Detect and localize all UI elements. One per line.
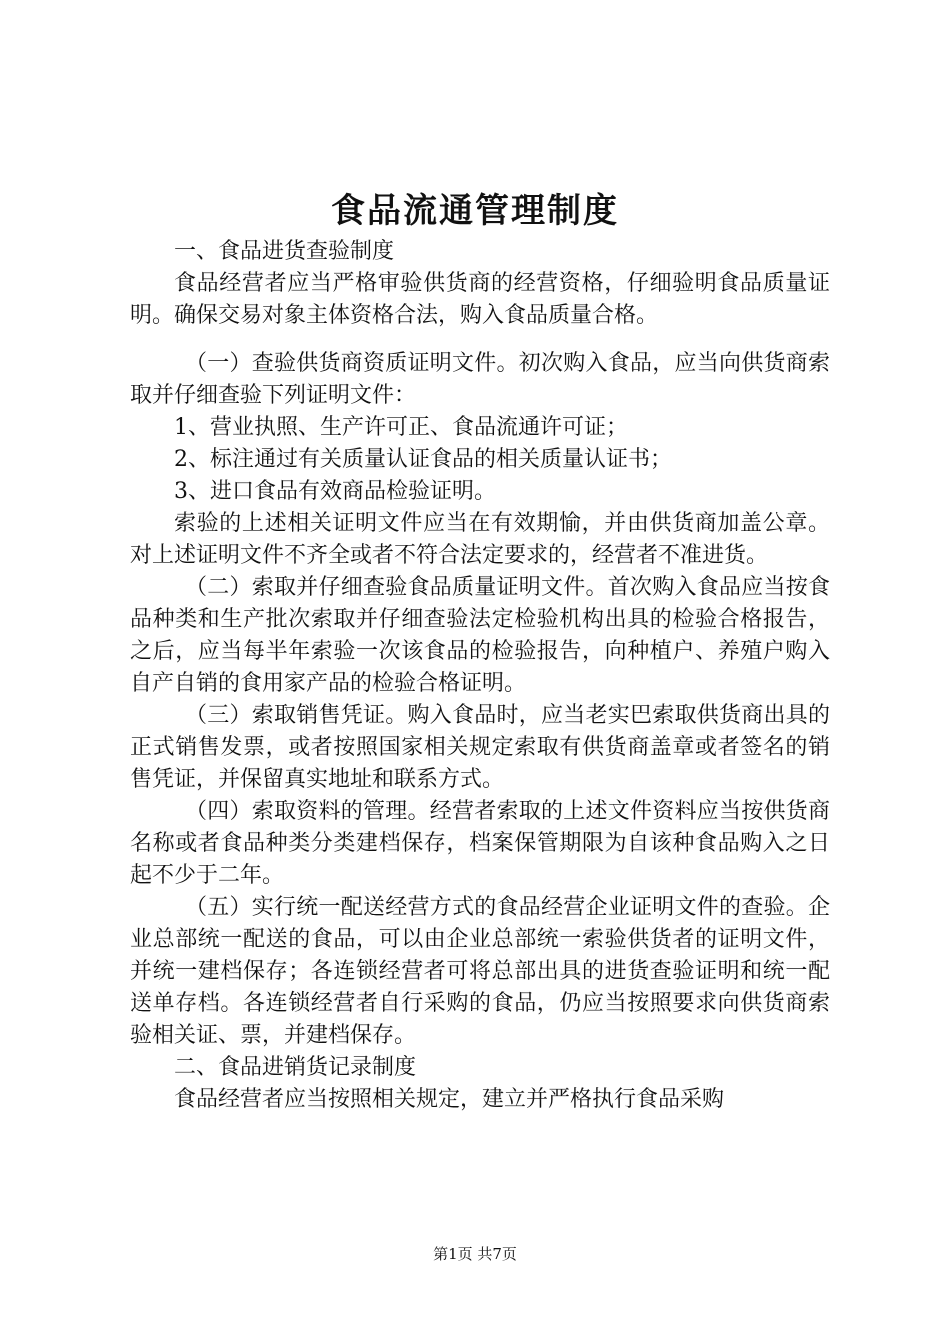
document-body bbox=[130, 236, 830, 1116]
list-item: 1、营业执照、生产许可正、食品流通许可证； bbox=[174, 415, 628, 440]
section-heading-2: 二、食品进销货记录制度 bbox=[174, 1055, 417, 1080]
paragraph: 食品经营者应当严格审验供货商的经营资格，仔细验明食品质量证明。确保交易对象主体资格合法，购入食品质量合格。 bbox=[130, 271, 830, 328]
subsection-3: （三）索取销售凭证。购入食品时，应当老实巴索取供货商出具的正式销售发票，或者按照国家相关规定索取有供货商盖章或者签名的销售凭证，并保留真实地址和联系方式。 bbox=[130, 703, 830, 792]
subsection-2: （二）索取并仔细查验食品质量证明文件。首次购入食品应当按食品种类和生产批次索取并仔细查验法定检验机构出具的检验合格报告，之后，应当每半年索验一次该食品的检验报告，向种植户、养殖户购入自产自销的食用家产品的检验合格证明。 bbox=[130, 575, 830, 696]
list-item: 3、进口食品有效商品检验证明。 bbox=[174, 479, 496, 504]
list-item: 2、标注通过有关质量认证食品的相关质量认证书； bbox=[174, 447, 672, 472]
subsection-5: （五）实行统一配送经营方式的食品经营企业证明文件的查验。企业总部统一配送的食品，可以由企业总部统一索验供货者的证明文件，并统一建档保存；各连锁经营者可将总部出具的进货查验证明和统一配送单存档。各连锁经营者自行采购的食品，仍应当按照要求向供货商索验相关证、票，并建档保存。 bbox=[130, 895, 830, 1048]
page-number: 第1页 共7页 bbox=[433, 1245, 517, 1263]
subsection-4: （四）索取资料的管理。经营者索取的上述文件资料应当按供货商名称或者食品种类分类建档保存，档案保管期限为自该种食品购入之日起不少于二年。 bbox=[130, 799, 830, 888]
section-heading-1: 一、食品进货查验制度 bbox=[174, 239, 395, 264]
paragraph: 索验的上述相关证明文件应当在有效期愉，并由供货商加盖公章。对上述证明文件不齐全或者不符合法定要求的，经营者不准进货。 bbox=[130, 511, 830, 568]
paragraph: 食品经营者应当按照相关规定，建立并严格执行食品采购 bbox=[174, 1087, 725, 1112]
subsection-1: （一）查验供货商资质证明文件。初次购入食品，应当向供货商索取并仔细查验下列证明文件： bbox=[130, 351, 830, 408]
document-title: 食品流通管理制度 bbox=[331, 191, 619, 231]
